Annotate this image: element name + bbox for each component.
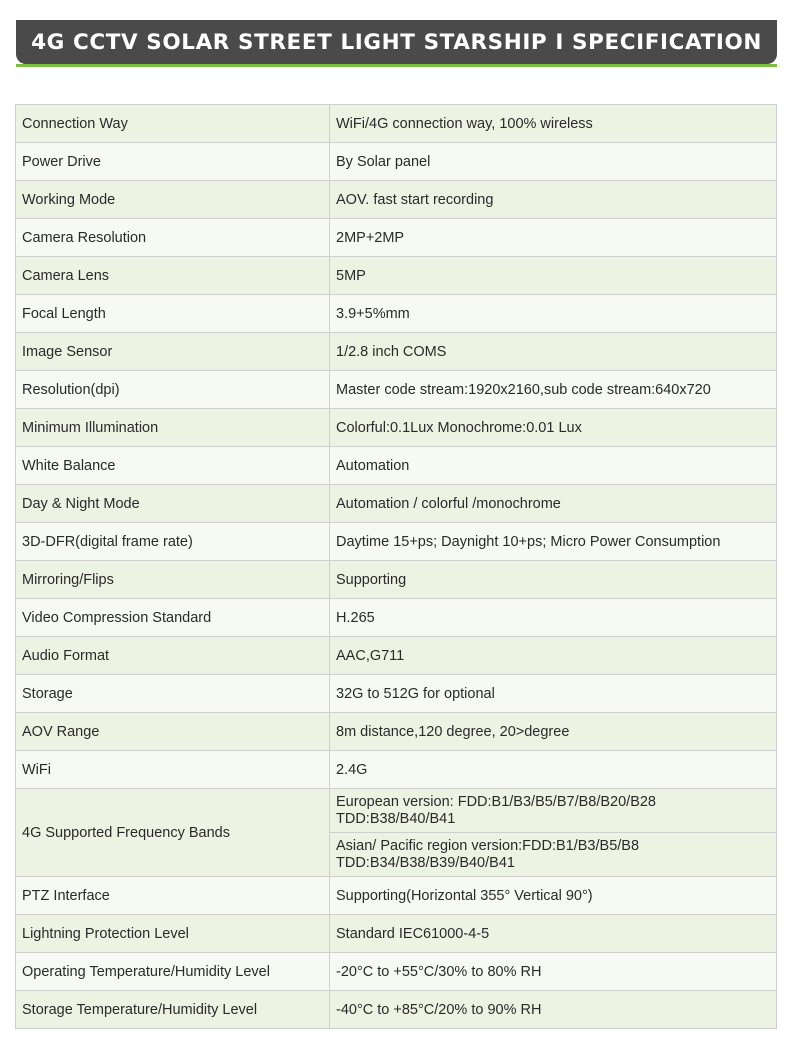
spec-label: Storage bbox=[16, 675, 330, 713]
spec-value: 1/2.8 inch COMS bbox=[330, 333, 777, 371]
spec-label: Image Sensor bbox=[16, 333, 330, 371]
spec-value: Daytime 15+ps; Daynight 10+ps; Micro Power Consumption bbox=[330, 523, 777, 561]
spec-label: Day & Night Mode bbox=[16, 485, 330, 523]
spec-value: WiFi/4G connection way, 100% wireless bbox=[330, 105, 777, 143]
spec-row bbox=[16, 143, 777, 181]
spec-label: Focal Length bbox=[16, 295, 330, 333]
spec-row bbox=[16, 953, 777, 991]
spec-value: Colorful:0.1Lux Monochrome:0.01 Lux bbox=[330, 409, 777, 447]
spec-row bbox=[16, 599, 777, 637]
spec-value: Standard IEC61000-4-5 bbox=[330, 915, 777, 953]
spec-value: 5MP bbox=[330, 257, 777, 295]
spec-value: 32G to 512G for optional bbox=[330, 675, 777, 713]
spec-value: 2MP+2MP bbox=[330, 219, 777, 257]
spec-value: -20°C to +55°C/30% to 80% RH bbox=[330, 953, 777, 991]
spec-label: Operating Temperature/Humidity Level bbox=[16, 953, 330, 991]
spec-label: Audio Format bbox=[16, 637, 330, 675]
spec-row bbox=[16, 523, 777, 561]
spec-row bbox=[16, 713, 777, 751]
page-title: 4G CCTV SOLAR STREET LIGHT STARSHIP I SPECIFICATION bbox=[31, 29, 762, 55]
spec-row bbox=[16, 561, 777, 599]
spec-value: Supporting bbox=[330, 561, 777, 599]
spec-value-european bbox=[330, 789, 777, 833]
spec-label: WiFi bbox=[16, 751, 330, 789]
spec-row bbox=[16, 219, 777, 257]
spec-value: 8m distance,120 degree, 20>degree bbox=[330, 713, 777, 751]
spec-row bbox=[16, 751, 777, 789]
spec-label: Power Drive bbox=[16, 143, 330, 181]
spec-label: PTZ Interface bbox=[16, 877, 330, 915]
spec-value: Automation / colorful /monochrome bbox=[330, 485, 777, 523]
title-underline bbox=[16, 64, 777, 67]
spec-row bbox=[16, 371, 777, 409]
spec-row bbox=[16, 257, 777, 295]
spec-label: Working Mode bbox=[16, 181, 330, 219]
spec-row bbox=[16, 409, 777, 447]
spec-row bbox=[16, 181, 777, 219]
spec-value: By Solar panel bbox=[330, 143, 777, 181]
spec-label: Minimum Illumination bbox=[16, 409, 330, 447]
spec-label: White Balance bbox=[16, 447, 330, 485]
spec-label: Mirroring/Flips bbox=[16, 561, 330, 599]
spec-value: Automation bbox=[330, 447, 777, 485]
spec-label: Connection Way bbox=[16, 105, 330, 143]
spec-label: AOV Range bbox=[16, 713, 330, 751]
spec-row bbox=[16, 333, 777, 371]
spec-row bbox=[16, 991, 777, 1029]
spec-row bbox=[16, 675, 777, 713]
spec-row bbox=[16, 485, 777, 523]
spec-row-bands bbox=[16, 789, 777, 833]
spec-row bbox=[16, 105, 777, 143]
european-tdd-line: TDD:B38/B40/B41 bbox=[336, 810, 456, 827]
spec-label: Camera Resolution bbox=[16, 219, 330, 257]
spec-row bbox=[16, 447, 777, 485]
european-fdd-line: European version: FDD:B1/B3/B5/B7/B8/B20/B28 bbox=[336, 793, 656, 810]
spec-row bbox=[16, 877, 777, 915]
spec-label: Lightning Protection Level bbox=[16, 915, 330, 953]
spec-row bbox=[16, 295, 777, 333]
title-banner bbox=[16, 20, 777, 64]
spec-value: 3.9+5%mm bbox=[330, 295, 777, 333]
spec-value: -40°C to +85°C/20% to 90% RH bbox=[330, 991, 777, 1029]
spec-label: Resolution(dpi) bbox=[16, 371, 330, 409]
spec-label: Storage Temperature/Humidity Level bbox=[16, 991, 330, 1029]
spec-value: AAC,G711 bbox=[330, 637, 777, 675]
spec-value: 2.4G bbox=[330, 751, 777, 789]
spec-value: H.265 bbox=[330, 599, 777, 637]
spec-value: Supporting(Horizontal 355° Vertical 90°) bbox=[330, 877, 777, 915]
spec-value: Master code stream:1920x2160,sub code stream:640x720 bbox=[330, 371, 777, 409]
spec-value: AOV. fast start recording bbox=[330, 181, 777, 219]
spec-label: Video Compression Standard bbox=[16, 599, 330, 637]
asian-fdd-line: Asian/ Pacific region version:FDD:B1/B3/B5/B8 bbox=[336, 837, 640, 854]
spec-label: 3D-DFR(digital frame rate) bbox=[16, 523, 330, 561]
spec-row bbox=[16, 915, 777, 953]
spec-table bbox=[15, 104, 777, 1029]
spec-label: 4G Supported Frequency Bands bbox=[16, 789, 330, 877]
spec-row bbox=[16, 637, 777, 675]
spec-label: Camera Lens bbox=[16, 257, 330, 295]
asian-tdd-line: TDD:B34/B38/B39/B40/B41 bbox=[336, 854, 515, 871]
spec-value-asian bbox=[330, 833, 777, 877]
